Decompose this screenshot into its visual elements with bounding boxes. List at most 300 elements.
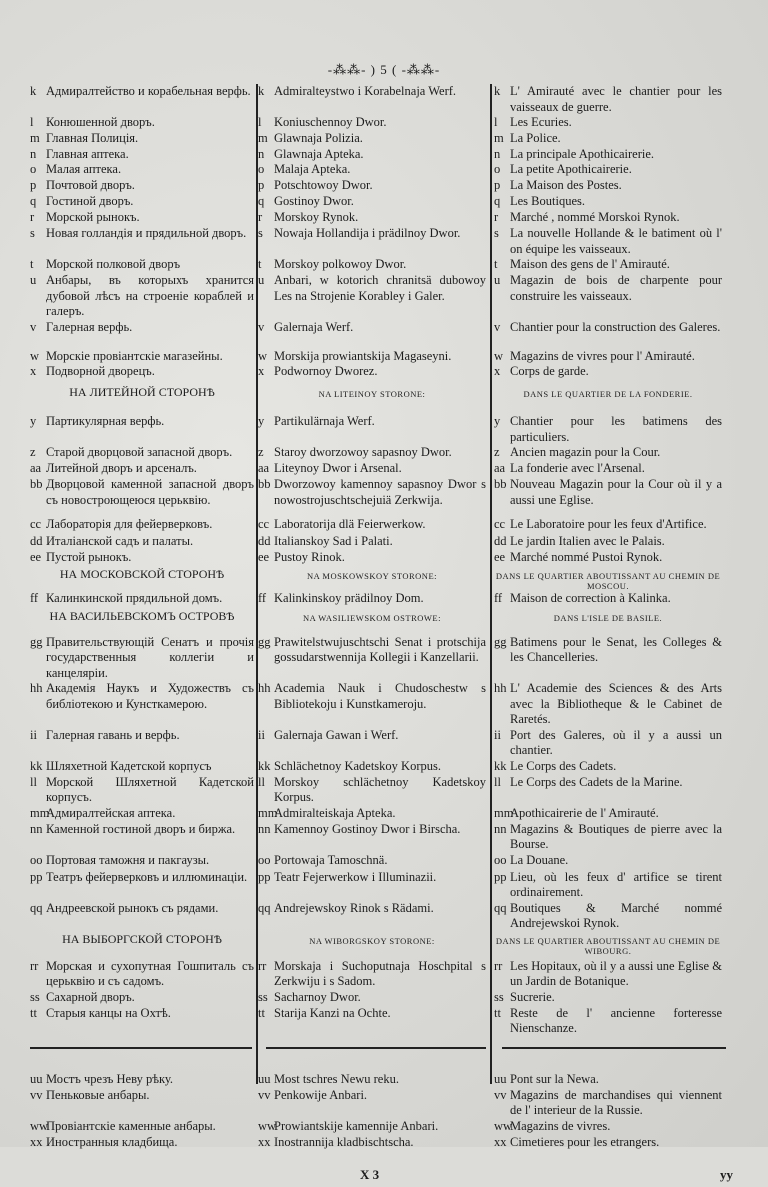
heading-ru: НА ВАСИЛЬЕВСКОМЪ ОСТРОВѢ	[49, 608, 235, 623]
column-ru	[30, 728, 254, 744]
entry-text-fr: Sucrerie.	[510, 989, 555, 1004]
entry-text-fr: Le Corps des Cadets de la Marine.	[510, 774, 683, 789]
column-fr	[494, 273, 722, 304]
entry-key-fr: ii	[494, 727, 501, 742]
table-row	[0, 194, 768, 210]
column-ru	[30, 534, 254, 550]
entry-text-ru: Новая голландія и прядильной дворъ.	[46, 226, 247, 240]
column-pl	[258, 461, 486, 477]
column-ru	[30, 681, 254, 712]
entry-key-ru: pp	[30, 869, 43, 884]
entry-key-ru: cc	[30, 517, 42, 531]
entry-key-ru: z	[30, 445, 36, 459]
entry-key-ru: xx	[30, 1134, 43, 1149]
entry-key-fr: tt	[494, 1005, 501, 1020]
column-pl	[258, 147, 486, 163]
entry-text-ru: Старой дворцовой запасной дворъ.	[46, 445, 233, 459]
entry-key-ru: ff	[30, 590, 39, 605]
column-pl	[258, 364, 486, 380]
entry-key-fr: nn	[494, 821, 507, 836]
index-list	[0, 84, 768, 1187]
column-ru	[30, 210, 254, 226]
entry-text-ru: Конюшенной дворъ.	[46, 115, 155, 129]
entry-text-ru: Лабораторія для фейерверковъ.	[46, 517, 213, 531]
section-heading	[0, 385, 768, 414]
heading-ru: НА ВЫБОРГСКОЙ СТОРОНѢ	[62, 931, 222, 946]
table-row	[0, 273, 768, 320]
table-row	[0, 1135, 768, 1155]
entry-text-pl: Inostrannija kladbischtscha.	[274, 1134, 414, 1149]
entry-key-fr: s	[494, 226, 499, 240]
entry-key-ru: q	[30, 194, 37, 208]
entry-key-pl: bb	[258, 477, 271, 491]
entry-text-ru: Старыя канцы на Охтѣ.	[46, 1005, 171, 1020]
column-fr	[494, 990, 722, 1006]
entry-key-fr: q	[494, 194, 501, 208]
entry-text-fr: Ancien magazin pour la Cour.	[510, 445, 661, 459]
column-fr	[494, 932, 722, 956]
column-fr	[494, 162, 722, 178]
column-fr	[494, 517, 722, 533]
entry-key-ru: y	[30, 414, 37, 428]
column-fr	[494, 1119, 722, 1135]
entry-text-ru: Дворцовой каменной запасной дворъ съ новостроющеюся церьквію.	[46, 477, 254, 507]
entry-key-fr: x	[494, 364, 501, 378]
table-row	[0, 1119, 768, 1135]
entry-text-fr: Pont sur la Newa.	[510, 1071, 599, 1086]
entry-text-fr: Magazins de vivres pour l' Amirauté.	[510, 348, 695, 363]
column-pl	[258, 445, 486, 461]
entry-text-ru: Морской рынокъ.	[46, 210, 140, 224]
column-pl	[258, 131, 486, 147]
entry-key-pl: z	[258, 445, 264, 459]
entry-text-ru: Каменной гостиной дворъ и биржа.	[46, 821, 236, 836]
entry-key-fr: u	[494, 273, 501, 287]
entry-text-pl: Dworzowoy kamennoy sapasnoy Dwor s nowostrojuschtschejuiä Zerkwija.	[274, 477, 486, 507]
entry-key-fr: o	[494, 162, 501, 176]
entry-key-ru: r	[30, 210, 35, 224]
entry-text-pl: Malaja Apteka.	[274, 162, 351, 176]
column-pl	[258, 517, 486, 533]
column-fr	[494, 853, 722, 869]
column-fr	[494, 349, 722, 365]
entry-text-pl: Laboratorija dlä Feierwerkow.	[274, 517, 426, 531]
entry-text-fr: Marché , nommé Morskoi Rynok.	[510, 210, 680, 224]
column-fr	[494, 445, 722, 461]
column-fr	[494, 870, 722, 901]
entry-text-pl: Morskija prowiantskija Magaseyni.	[274, 348, 452, 363]
entry-text-fr: Batimens pour le Senat, les Colleges & les Chancelleries.	[510, 634, 722, 664]
entry-text-pl: Nowaja Hollandija i prädilnoy Dwor.	[274, 226, 461, 240]
entry-text-fr: Les Ecuries.	[510, 115, 572, 129]
entry-key-ru: x	[30, 364, 37, 378]
entry-key-pl: xx	[258, 1134, 271, 1149]
column-fr	[494, 414, 722, 445]
entry-text-pl: Portowaja Tamoschnä.	[274, 852, 388, 867]
entry-text-fr: Port des Galeres, où il y a aussi un chantier.	[510, 727, 722, 757]
column-ru	[30, 901, 254, 917]
column-pl	[258, 385, 486, 399]
entry-text-ru: Почтовой дворъ.	[46, 178, 135, 192]
column-ru	[30, 257, 254, 273]
page-footer	[0, 1167, 768, 1187]
table-row	[0, 131, 768, 147]
column-ru	[30, 320, 254, 336]
table-row	[0, 517, 768, 534]
column-fr	[494, 759, 722, 775]
entry-key-fr: dd	[494, 534, 507, 548]
entry-text-pl: Admiralteystwo i Korabelnaja Werf.	[274, 84, 457, 98]
column-pl	[258, 728, 486, 744]
entry-key-pl: ff	[258, 590, 267, 605]
entry-text-fr: Lieu, où les feux d' artifice se tirent ordinairement.	[510, 869, 722, 899]
column-ru	[30, 178, 254, 194]
entry-key-pl: ee	[258, 549, 270, 564]
column-pl	[258, 681, 486, 712]
column-fr	[494, 806, 722, 822]
heading-pl: NA MOSKOWSKOY STORONE:	[306, 570, 437, 581]
entry-key-pl: nn	[258, 821, 271, 836]
entry-key-pl: w	[258, 348, 268, 363]
entry-key-pl: t	[258, 257, 262, 271]
entry-key-fr: l	[494, 115, 498, 129]
table-row	[0, 990, 768, 1006]
column-pl	[258, 1088, 486, 1104]
entry-text-pl: Anbari, w kotorich chranitsä dubowoy Les na Strojenie Korabley i Galer.	[274, 273, 486, 303]
section-rule	[30, 1047, 252, 1049]
entry-key-fr: p	[494, 178, 501, 192]
column-ru	[30, 609, 254, 625]
column-ru	[30, 932, 254, 948]
entry-key-pl: rr	[258, 958, 267, 973]
page-number-ornament: -⁂⁂- ) 5 ( -⁂⁂-	[327, 62, 441, 77]
entry-text-fr: La principale Apothicairerie.	[510, 146, 655, 161]
table-row	[0, 591, 768, 609]
column-pl	[258, 990, 486, 1006]
entry-text-ru: Морская и сухопутная Гошпиталь съ церьквію и съ садомъ.	[46, 958, 254, 988]
column-ru	[30, 349, 254, 365]
column-pl	[258, 115, 486, 131]
entry-text-ru: Пеньковые анбары.	[46, 1087, 150, 1102]
table-row	[0, 550, 768, 567]
heading-fr: DANS L'ISLE DE BASILE.	[553, 612, 663, 623]
entry-key-fr: ss	[494, 989, 504, 1004]
entry-key-fr: xx	[494, 1134, 507, 1149]
catchword: yy	[720, 1166, 733, 1182]
entry-text-pl: Kalinkinskoy prädilnoy Dom.	[274, 590, 424, 605]
column-fr	[494, 567, 722, 591]
column-ru	[30, 1088, 254, 1104]
column-ru	[30, 1119, 254, 1135]
entry-text-pl: Most tschres Newu reku.	[274, 1071, 399, 1086]
column-ru	[30, 550, 254, 566]
entry-key-fr: y	[494, 414, 501, 428]
table-row	[0, 226, 768, 257]
entry-key-fr: pp	[494, 869, 507, 884]
column-pl	[258, 226, 486, 242]
column-ru	[30, 115, 254, 131]
table-row	[0, 1072, 768, 1088]
column-pl	[258, 932, 486, 946]
entry-key-fr: ww	[494, 1118, 513, 1133]
entry-text-fr: Reste de l' ancienne forteresse Nienschanze.	[510, 1005, 722, 1035]
entry-key-pl: r	[258, 210, 263, 224]
table-row	[0, 806, 768, 822]
column-fr	[494, 320, 722, 336]
column-fr	[494, 681, 722, 728]
section-heading	[0, 567, 768, 591]
column-pl	[258, 210, 486, 226]
entry-key-pl: ii	[258, 727, 265, 742]
entry-text-fr: L' Amirauté avec le chantier pour les vaisseaux de guerre.	[510, 84, 722, 114]
table-row	[0, 534, 768, 550]
entry-text-pl: Glawnaja Polizia.	[274, 130, 363, 145]
entry-text-pl: Morskoy Rynok.	[274, 210, 359, 224]
entry-key-fr: w	[494, 348, 504, 363]
column-ru	[30, 806, 254, 822]
column-ru	[30, 591, 254, 607]
entry-text-pl: Morskoy polkowoy Dwor.	[274, 257, 407, 271]
table-row	[0, 257, 768, 273]
entry-text-fr: Magazin de bois de charpente pour construire les vaisseaux.	[510, 273, 722, 303]
entry-key-fr: z	[494, 445, 500, 459]
entry-key-pl: p	[258, 178, 265, 192]
section-heading	[0, 932, 768, 959]
column-pl	[258, 853, 486, 869]
table-row	[0, 959, 768, 990]
table-row	[0, 759, 768, 775]
section-rule	[266, 1047, 486, 1049]
entry-key-fr: kk	[494, 758, 507, 773]
entry-key-ru: qq	[30, 900, 43, 915]
table-row	[0, 477, 768, 517]
entry-key-fr: cc	[494, 517, 506, 531]
entry-key-ru: dd	[30, 534, 43, 548]
column-fr	[494, 115, 722, 131]
entry-text-ru: Портовая таможня и пакгаузы.	[46, 852, 210, 867]
entry-key-pl: vv	[258, 1087, 271, 1102]
entry-key-ru: ee	[30, 549, 42, 564]
entry-key-pl: oo	[258, 852, 271, 867]
entry-key-pl: n	[258, 146, 265, 161]
entry-text-ru: Главная аптека.	[46, 146, 129, 161]
column-fr	[494, 534, 722, 550]
entry-key-ru: o	[30, 162, 37, 176]
column-ru	[30, 1135, 254, 1151]
column-fr	[494, 591, 722, 607]
table-row	[0, 210, 768, 226]
table-row	[0, 728, 768, 759]
column-pl	[258, 901, 486, 917]
column-ru	[30, 385, 254, 401]
column-ru	[30, 853, 254, 869]
entry-text-pl: Morskaja i Suchoputnaja Hoschpital s Zerkwiju i s Sadom.	[274, 958, 486, 988]
entry-key-pl: aa	[258, 461, 270, 475]
entry-text-pl: Staroy dworzowoy sapasnoy Dwor.	[274, 445, 452, 459]
column-ru	[30, 1072, 254, 1088]
table-row	[0, 870, 768, 901]
column-fr	[494, 775, 722, 791]
entry-key-fr: mm	[494, 805, 514, 820]
column-pl	[258, 609, 486, 623]
column-ru	[30, 959, 254, 990]
entry-text-ru: Калинкинской прядильной домъ.	[46, 590, 223, 605]
entry-key-fr: ee	[494, 549, 506, 564]
entry-key-ru: tt	[30, 1005, 37, 1020]
column-pl	[258, 534, 486, 550]
entry-key-pl: u	[258, 273, 265, 287]
entry-key-ru: w	[30, 348, 40, 363]
table-row	[0, 1088, 768, 1119]
heading-fr: DANS LE QUARTIER DE LA FONDERIE.	[523, 389, 693, 399]
entry-key-ru: kk	[30, 758, 43, 773]
column-ru	[30, 147, 254, 163]
entry-text-fr: Marché nommé Pustoi Rynok.	[510, 549, 663, 564]
entry-text-pl: Schlächetnoy Kadetskoy Korpus.	[274, 758, 441, 773]
column-ru	[30, 990, 254, 1006]
entry-key-pl: k	[258, 84, 265, 98]
column-ru	[30, 226, 254, 242]
column-fr	[494, 901, 722, 932]
entry-text-fr: Magazins de marchandises qui viennent de l' interieur de la Russie.	[510, 1087, 722, 1117]
entry-text-ru: Академія Наукъ и Художествъ съ библіотекою и Кунсткамерою.	[46, 681, 254, 711]
entry-key-pl: hh	[258, 681, 271, 695]
entry-text-fr: Maison des gens de l' Amirauté.	[510, 257, 670, 271]
entry-text-fr: Maison de correction à Kalinka.	[510, 590, 671, 605]
entry-key-pl: l	[258, 115, 262, 129]
table-row	[0, 320, 768, 349]
table-row	[0, 364, 768, 385]
entry-text-fr: Le Laboratoire pour les feux d'Artifice.	[510, 517, 707, 531]
entry-text-ru: Италіанской садъ и палаты.	[46, 534, 194, 548]
column-ru	[30, 445, 254, 461]
entry-text-fr: Magazins & Boutiques de pierre avec la Bourse.	[510, 821, 722, 851]
column-ru	[30, 870, 254, 886]
signature-mark: X 3	[360, 1166, 380, 1182]
entry-key-pl: cc	[258, 517, 270, 531]
entry-key-fr: r	[494, 210, 499, 224]
entry-key-fr: n	[494, 146, 501, 161]
column-pl	[258, 591, 486, 607]
entry-text-fr: La petite Apothicairerie.	[510, 162, 632, 176]
column-fr	[494, 1072, 722, 1088]
entry-key-ru: u	[30, 273, 37, 287]
entry-text-pl: Kamennoy Gostinoy Dwor i Birscha.	[274, 821, 461, 836]
entry-text-pl: Sacharnoy Dwor.	[274, 989, 361, 1004]
column-fr	[494, 609, 722, 623]
entry-key-fr: t	[494, 257, 498, 271]
column-pl	[258, 550, 486, 566]
column-pl	[258, 567, 486, 581]
column-ru	[30, 131, 254, 147]
column-fr	[494, 364, 722, 380]
entry-key-fr: qq	[494, 900, 507, 915]
heading-pl: NA WIBORGSKOY STORONE:	[309, 935, 435, 946]
table-row	[0, 349, 768, 365]
table-row	[0, 901, 768, 932]
entry-key-fr: m	[494, 130, 504, 145]
heading-ru: НА ЛИТЕЙНОЙ СТОРОНѢ	[69, 385, 215, 399]
entry-text-ru: Театръ фейерверковъ и иллюминаціи.	[46, 869, 248, 884]
entry-text-pl: Starija Kanzi na Ochte.	[274, 1005, 391, 1020]
entry-text-pl: Potschtowoy Dwor.	[274, 178, 373, 192]
column-pl	[258, 162, 486, 178]
entry-text-pl: Gostinoy Dwor.	[274, 194, 354, 208]
column-pl	[258, 1135, 486, 1151]
entry-text-fr: Nouveau Magazin pour la Cour où il y a aussi une Eglise.	[510, 477, 722, 507]
entry-text-fr: La Maison des Postes.	[510, 178, 622, 192]
entry-key-ru: ss	[30, 989, 40, 1004]
entry-text-fr: Magazins de vivres.	[510, 1118, 611, 1133]
entry-text-pl: Galernaja Werf.	[274, 319, 354, 334]
entry-text-ru: Галерная верфь.	[46, 319, 133, 334]
column-ru	[30, 273, 254, 320]
column-fr	[494, 635, 722, 666]
entry-key-pl: q	[258, 194, 265, 208]
entry-key-ru: aa	[30, 461, 42, 475]
column-fr	[494, 959, 722, 990]
column-pl	[258, 775, 486, 806]
entry-text-fr: La fonderie avec l'Arsenal.	[510, 461, 645, 475]
entry-key-fr: oo	[494, 852, 507, 867]
table-row	[0, 115, 768, 131]
entry-key-pl: dd	[258, 534, 271, 548]
entry-text-ru: Морской полковой дворъ	[46, 257, 181, 271]
column-fr	[494, 147, 722, 163]
entry-key-ru: v	[30, 319, 37, 334]
entry-text-fr: Le Corps des Cadets.	[510, 758, 617, 773]
entry-key-pl: s	[258, 226, 263, 240]
table-row	[0, 445, 768, 461]
entry-key-pl: x	[258, 364, 265, 378]
entry-text-ru: Адмиралтейство и корабельная верфь.	[46, 84, 251, 98]
entry-text-ru: Гостиной дворъ.	[46, 194, 134, 208]
column-pl	[258, 1119, 486, 1135]
entry-text-pl: Pustoy Rinok.	[274, 549, 345, 564]
entry-key-ru: ww	[30, 1118, 49, 1133]
column-fr	[494, 477, 722, 508]
table-row	[0, 635, 768, 682]
column-ru	[30, 84, 254, 100]
entry-key-ru: p	[30, 178, 37, 192]
table-row	[0, 147, 768, 163]
column-pl	[258, 635, 486, 666]
entry-text-pl: Prowiantskije kamennije Anbari.	[274, 1118, 439, 1133]
entry-text-ru: Андреевской рынокъ съ рядами.	[46, 900, 219, 915]
column-pl	[258, 822, 486, 838]
entry-key-pl: pp	[258, 869, 271, 884]
entry-text-pl: Galernaja Gawan i Werf.	[274, 727, 399, 742]
entry-text-pl: Morskoy schlächetnoy Kadetskoy Korpus.	[274, 774, 486, 804]
column-ru	[30, 517, 254, 533]
entry-key-pl: ll	[258, 774, 265, 789]
entry-text-pl: Podwornoy Dworez.	[274, 364, 378, 378]
column-pl	[258, 414, 486, 430]
entry-text-pl: Liteynoy Dwor i Arsenal.	[274, 461, 402, 475]
table-row	[0, 681, 768, 728]
entry-key-pl: mm	[258, 805, 278, 820]
column-pl	[258, 194, 486, 210]
entry-text-pl: Partikulärnaja Werf.	[274, 414, 375, 428]
entry-key-ru: t	[30, 257, 34, 271]
column-ru	[30, 1006, 254, 1022]
column-ru	[30, 414, 254, 430]
entry-text-pl: Teatr Fejerwerkow i Illuminazii.	[274, 869, 437, 884]
column-fr	[494, 728, 722, 759]
column-ru	[30, 477, 254, 508]
column-fr	[494, 257, 722, 273]
entry-key-pl: m	[258, 130, 268, 145]
